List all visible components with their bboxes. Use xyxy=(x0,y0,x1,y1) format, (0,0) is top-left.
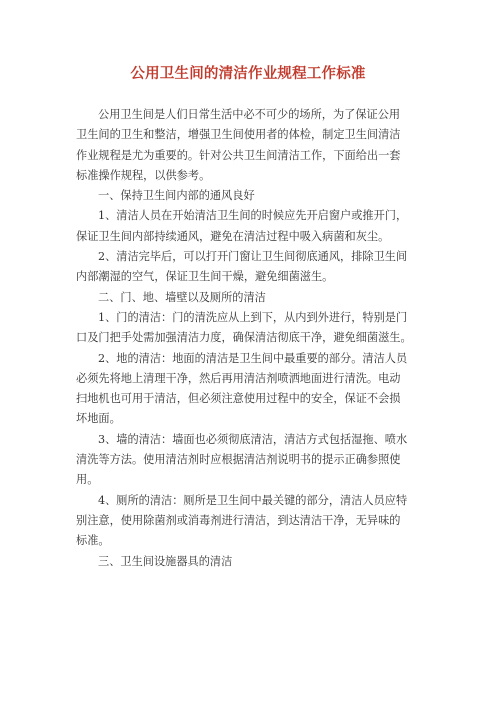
paragraph-line: 清洗等方法。使用清洁剂时应根据清洁剂说明书的提示正确参照使 xyxy=(76,453,401,467)
paragraph-line: 扫地机也可用于清洁，但必须注意使用过程中的安全，保证不会损 xyxy=(76,392,401,406)
paragraph-line: 内部潮湿的空气，保证卫生间干燥，避免细菌滋生。 xyxy=(76,270,334,284)
paragraph-line: 公用卫生间是人们日常生活中必不可少的场所，为了保证公用 xyxy=(98,108,401,121)
paragraph-line: 口及门把手处需加强清洁力度，确保清洁彻底干净，避免细菌滋生。 xyxy=(76,331,412,345)
section-heading: 三、卫生间设施器具的清洁 xyxy=(98,554,233,568)
paragraph-line: 保证卫生间内部持续通风，避免在清洁过程中吸入病菌和灰尘。 xyxy=(76,229,390,243)
paragraph-line: 用。 xyxy=(76,473,99,487)
paragraph-line: 标准操作规程，以供参考。 xyxy=(76,168,211,182)
document-body xyxy=(76,105,436,572)
paragraph-line: 3、墙的清洁：墙面也必须彻底清洁，清洁方式包括湿拖、喷水 xyxy=(98,432,408,446)
paragraph-line: 别注意，使用除菌剂或消毒剂进行清洁，到达清洁干净，无异味的 xyxy=(76,513,401,527)
paragraph-line: 4、厕所的清洁：厕所是卫生间中最关键的部分，清洁人员应特 xyxy=(98,493,408,507)
paragraph-line: 必须先将地上清理干净，然后再用清洁剂喷洒地面进行清洗。电动 xyxy=(76,371,401,385)
paragraph-line: 坏地面。 xyxy=(76,412,121,426)
paragraph-line: 标准。 xyxy=(76,534,110,548)
paragraph-line: 作业规程是尤为重要的。针对公共卫生间清洁工作，下面给出一套 xyxy=(76,148,401,162)
section-heading: 二、门、地、墙壁以及厕所的清洁 xyxy=(98,290,266,304)
paragraph-line: 1、门的清洁：门的清洗应从上到下，从内到外进行，特别是门 xyxy=(98,310,408,324)
paragraph-line: 2、清洁完毕后，可以打开门窗让卫生间彻底通风，排除卫生间 xyxy=(98,250,408,264)
paragraph-line: 1、清洁人员在开始清洁卫生间的时候应先开启窗户或推开门， xyxy=(98,209,408,223)
document-title: 公用卫生间的清洁作业规程工作标准 xyxy=(130,66,366,82)
paragraph-line: 2、地的清洁：地面的清洁是卫生间中最重要的部分。清洁人员 xyxy=(98,351,408,365)
paragraph-line: 卫生间的卫生和整洁，增强卫生间使用者的体检，制定卫生间清洁 xyxy=(76,128,401,142)
section-heading: 一、保持卫生间内部的通风良好 xyxy=(98,189,255,203)
